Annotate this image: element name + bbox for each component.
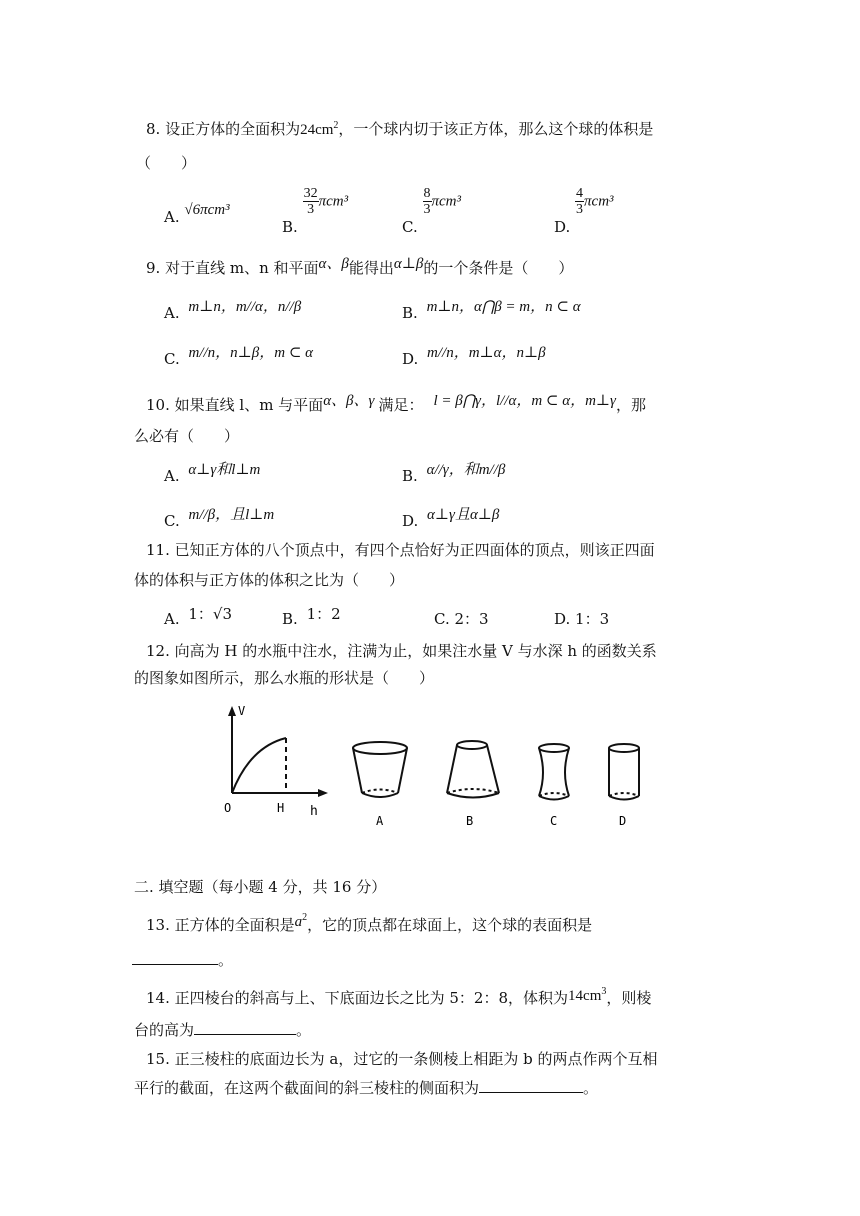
q8-option-d-num: 4 (576, 186, 584, 201)
q13-expr-sup: 2 (302, 912, 308, 923)
q9-option-d-label: D. (402, 350, 419, 368)
q11-option-d-label: D. (554, 610, 571, 628)
q14-end: 。 (296, 1021, 312, 1039)
q8-option-c-label: C. (402, 217, 418, 236)
q8-option-d-tail: πcm³ (584, 193, 614, 210)
q10-tail: ，那 (615, 396, 646, 414)
q9-option-b-label: B. (402, 304, 418, 322)
q14-line2-text: 台的高为 (134, 1021, 195, 1039)
q12-figure (210, 700, 650, 835)
bottle-c-label: C (550, 814, 558, 828)
q10-line2: 么必有（ ） (134, 427, 240, 445)
q15-answer-blank[interactable] (479, 1076, 583, 1093)
q8-option-b-den: 3 (307, 202, 315, 217)
q13-answer-blank[interactable] (132, 948, 218, 965)
q9-option-c (164, 345, 314, 371)
vh-graph (228, 706, 328, 797)
q10-option-b (402, 462, 506, 488)
q10-option-d (402, 507, 500, 533)
q9-middle: 能得出 (348, 259, 394, 277)
q10-option-c-text: m//β，且l⊥m (188, 507, 275, 523)
q11-option-a (164, 605, 233, 630)
q8-option-b-fraction (303, 186, 319, 217)
q14-tail: ，则棱 (606, 989, 652, 1007)
bottle-d (609, 744, 639, 800)
q8-option-b-label: B. (282, 217, 298, 236)
q14-vol-value: 14cm (568, 988, 602, 1004)
q8-option-d (554, 186, 614, 236)
q11-option-d (554, 608, 609, 630)
q8-text: 8. 设正方体的全面积为 (146, 120, 301, 138)
q8-option-a-label: A. (164, 208, 180, 226)
q9-option-a-label: A. (164, 304, 180, 322)
q8-option-d-label: D. (554, 217, 571, 236)
q11-option-c (434, 608, 489, 630)
q13-expr-base: a (294, 914, 303, 930)
h-mark-label: H (277, 801, 285, 815)
q15-line1: 15. 正三棱柱的底面边长为 a，过它的一条侧棱上相距为 b 的两点作两个互相 (146, 1050, 658, 1068)
h-axis-arrow (318, 789, 328, 797)
q9-stem (146, 257, 573, 280)
q10-prefix: 10. 如果直线 l、m 与平面 (146, 396, 324, 414)
q11-line1: 11. 已知正方体的八个顶点中，有四个点恰好为正四面体的顶点，则该正四面 (146, 541, 655, 559)
q9-option-a (164, 299, 302, 325)
q14-answer-blank[interactable] (194, 1018, 296, 1035)
q13-stem (146, 911, 592, 937)
q10-option-b-label: B. (402, 467, 418, 485)
q9-option-b-text: m⊥n，α⋂β = m，n ⊂ α (426, 299, 581, 315)
q10-option-a-label: A. (164, 467, 180, 485)
q8-option-b (282, 186, 349, 236)
q14-line2 (134, 1018, 311, 1041)
q9-cond: α⊥β (393, 256, 424, 272)
q13-end: 。 (218, 951, 234, 969)
h-axis-label: h (310, 804, 318, 819)
q14-prefix: 14. 正四棱台的斜高与上、下底面边长之比为 5：2：8，体积为 (146, 989, 569, 1007)
q15-line2 (134, 1076, 598, 1099)
q8-option-c (402, 186, 462, 236)
q9-option-a-text: m⊥n，m//α，n//β (188, 299, 302, 315)
v-axis-label: V (238, 704, 246, 718)
q11-option-a-text: 1：√3 (188, 605, 233, 623)
q9-option-c-label: C. (164, 350, 180, 368)
q8-area (300, 122, 338, 138)
q8-option-c-fraction (423, 186, 432, 217)
q10-planes: α、β、γ (323, 393, 375, 409)
q11-option-b-label: B. (282, 610, 298, 628)
q14-stem (146, 984, 651, 1010)
bottle-d-label: D (619, 814, 627, 828)
q9-planes: α、β (318, 256, 349, 272)
q9-option-d (402, 345, 546, 371)
q11-option-c-label: C. (434, 610, 450, 628)
bottle-a-label: A (376, 814, 384, 828)
q10-option-d-label: D. (402, 512, 419, 530)
q8-option-d-den: 3 (576, 202, 584, 217)
q8-option-a (164, 202, 230, 229)
q8-text-tail: ，一个球内切于该正方体，那么这个球的体积是 (338, 120, 654, 138)
q10-stem (146, 394, 646, 417)
q14-vol (568, 988, 606, 1004)
q9-prefix: 9. 对于直线 m、n 和平面 (146, 259, 319, 277)
q8-option-c-tail: πcm³ (431, 193, 462, 210)
q10-option-c-label: C. (164, 512, 180, 530)
q11-option-b (282, 605, 341, 630)
q8-paren: （ ） (136, 154, 197, 172)
bottle-a (353, 742, 407, 797)
q15-end: 。 (583, 1079, 599, 1097)
q8-area-value: 24cm (300, 122, 334, 138)
q10-middle: 满足： (378, 396, 424, 414)
q8-line1 (146, 115, 653, 141)
q10-cond: l = β⋂γ，l//α，m ⊂ α，m⊥γ (433, 393, 616, 409)
q13-answer-line (132, 948, 233, 971)
q11-option-c-text: 2：3 (454, 610, 489, 628)
volume-curve (232, 738, 286, 793)
section-fill-in-title: 二. 填空题（每小题 4 分，共 16 分） (134, 878, 387, 896)
origin-label: O (224, 801, 232, 815)
q13-expr (295, 914, 308, 930)
q14-vol-sup: 3 (601, 986, 607, 997)
q11-option-d-text: 1：3 (575, 610, 610, 628)
q9-option-c-text: m//n，n⊥β，m ⊂ α (188, 345, 314, 361)
q10-option-a (164, 462, 261, 488)
q8-area-sup: 2 (333, 120, 339, 131)
q8-option-c-den: 3 (423, 202, 431, 217)
q11-option-a-label: A. (164, 610, 180, 628)
q9-option-d-text: m//n，m⊥α，n⊥β (427, 345, 546, 361)
q10-option-d-text: α⊥γ且α⊥β (427, 507, 500, 523)
q13-prefix: 13. 正方体的全面积是 (146, 916, 295, 934)
bottle-c (539, 744, 569, 800)
q10-option-a-text: α⊥γ和l⊥m (188, 462, 261, 478)
q15-line2-text: 平行的截面，在这两个截面间的斜三棱柱的侧面积为 (134, 1079, 480, 1097)
q11-line2: 体的体积与正方体的体积之比为（ ） (134, 571, 405, 589)
q12-line2: 的图象如图所示，那么水瓶的形状是（ ） (134, 669, 435, 687)
bottle-b (447, 741, 499, 798)
q8-option-b-num: 32 (303, 186, 318, 201)
q11-option-b-text: 1：2 (306, 605, 341, 623)
q8-option-c-num: 8 (423, 186, 431, 201)
v-axis-arrow (228, 706, 236, 716)
q10-option-b-text: α//γ，和m//β (426, 462, 506, 478)
bottle-b-label: B (466, 814, 474, 828)
q9-tail: 的一个条件是（ ） (423, 259, 574, 277)
q10-option-c (164, 507, 275, 533)
q13-tail: ，它的顶点都在球面上，这个球的表面积是 (307, 916, 593, 934)
q8-option-b-tail: πcm³ (318, 193, 349, 210)
q8-option-d-fraction (575, 186, 584, 217)
q12-line1: 12. 向高为 H 的水瓶中注水，注满为止，如果注水量 V 与水深 h 的函数关系 (146, 642, 657, 660)
q8-option-a-text: √6πcm³ (184, 202, 230, 218)
q9-option-b (402, 299, 581, 325)
